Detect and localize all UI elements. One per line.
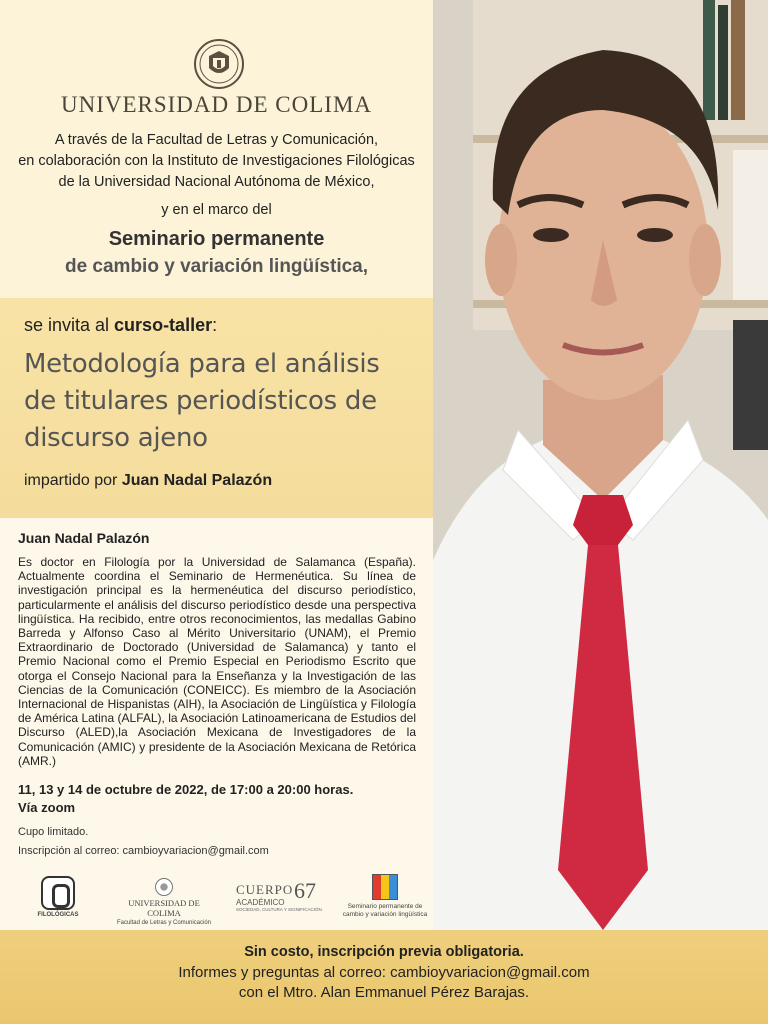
footer-line-1: Sin costo, inscripción previa obligatoria.: [244, 944, 524, 960]
course-title: [24, 346, 424, 457]
university-seal-icon: [193, 38, 245, 90]
inscripcion-note: Inscripción al correo: cambioyvariacion@gmail.com: [18, 845, 269, 857]
rubik-cube-icon: [372, 874, 398, 900]
speaker-portrait-illustration: [433, 0, 768, 930]
filologicas-label: FILOLÓGICAS: [37, 912, 79, 918]
ucol-logo: [112, 878, 216, 926]
schedule-platform: Vía zoom: [18, 800, 76, 815]
invite-prefix: se invita al: [24, 315, 115, 335]
cuerpo-label: CUERPO: [236, 882, 294, 897]
taught-by-prefix: impartido por: [24, 472, 122, 489]
filologicas-icon: [41, 876, 75, 910]
cupo-note: Cupo limitado.: [18, 826, 89, 838]
footer-line-2: Informes y preguntas al correo: cambioyvariacion@gmail.com: [178, 964, 590, 981]
seminario-logo: [340, 874, 430, 919]
cuerpo-academico-logo: [236, 878, 326, 912]
invite-line: [24, 315, 217, 336]
taught-by: [24, 472, 272, 490]
course-title-line-3: discurso ajeno: [24, 423, 208, 453]
course-title-line-2: de titulares periodísticos de: [24, 386, 377, 416]
intro-line-1: A través de la Facultad de Letras y Comunicación,: [54, 132, 379, 148]
intro-line-3: de la Universidad Nacional Autónoma de México,: [58, 174, 375, 190]
speaker-photo: [433, 0, 768, 930]
seminario-logo-line-1: Seminario permanente de: [347, 903, 423, 910]
intro-line-4: y en el marco del: [161, 202, 272, 218]
footer-line-3: con el Mtro. Alan Emmanuel Pérez Barajas.: [238, 984, 530, 1001]
seminario-logo-line-2: cambio y variación lingüística: [342, 911, 428, 918]
filologicas-logo: [36, 876, 80, 918]
schedule-dates: 11, 13 y 14 de octubre de 2022, de 17:00 a 20:00 horas.: [18, 782, 354, 797]
ucol-seal-icon: [155, 878, 173, 896]
schedule: [18, 781, 353, 817]
bio-name: Juan Nadal Palazón: [18, 530, 150, 546]
seminar-title-line-1: Seminario permanente: [108, 228, 325, 250]
invite-suffix: :: [212, 315, 218, 335]
bio-text: Es doctor en Filología por la Universidad de Salamanca (España). Actualmente coordina el Seminario de Hermenéutica. Su línea de investigación principal es la hermenéutica del discurso periodístico, particularmente el análisis del discurso periodístico desde una perspectiva lingüística. Ha recibido, entre otros reconocimientos, las medallas Gabino Barreda y Alfonso Caso al Mérito Universitario (UNAM), el Premio Extraordinario de Doctorado (Universidad de Salamanca) y tanto el Premio Nacional como el Premio Especial en Periodismo Escrito que otorga el Consejo Nacional para la Enseñanza y la Investigación de las Ciencias de la Comunicación (CONEICC). Es miembro de la Asociación Internacional de Hispanistas (AIH), la Asociación de Lingüística y Filología de América Latina (ALFAL), la Asociación Latinoamericana de Estudios del Discurso (ALED),la Asociación Mexicana de Investigadores de la Comunicación (AMIC) y presidente de la Asociación Mexicana de Retórica (AMR.): [18, 555, 416, 768]
ucol-logo-sub: Facultad de Letras y Comunicación: [116, 920, 212, 926]
intro-text: [10, 130, 423, 221]
seminario-logo-caption: [340, 903, 430, 919]
invite-type: curso-taller: [114, 315, 213, 335]
sponsor-logos: [0, 870, 433, 925]
cuerpo-number: 67: [294, 878, 316, 903]
taught-by-name: Juan Nadal Palazón: [121, 472, 273, 489]
cuerpo-subtitle: SOCIEDAD, CULTURA Y SIGNIFICACIÓN: [236, 907, 322, 912]
academico-label: ACADÉMICO: [236, 898, 285, 907]
course-title-line-1: Metodología para el análisis: [24, 349, 380, 379]
university-name: UNIVERSIDAD DE COLIMA: [60, 92, 373, 117]
footer: [0, 930, 768, 1024]
ucol-logo-name: UNIVERSIDAD DE COLIMA: [128, 898, 200, 918]
intro-line-2: en colaboración con la Instituto de Investigaciones Filológicas: [18, 153, 415, 169]
seminar-title-line-2: de cambio y variación lingüística,: [64, 256, 369, 277]
